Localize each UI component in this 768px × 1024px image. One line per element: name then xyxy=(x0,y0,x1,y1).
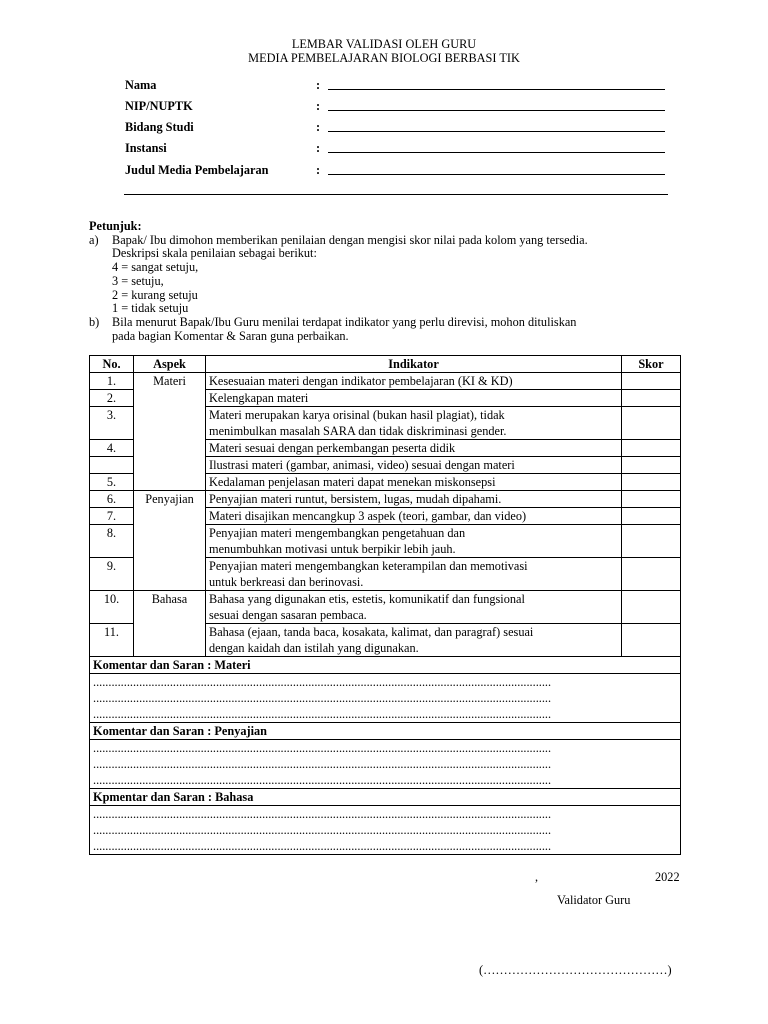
scale-intro: Deskripsi skala penilaian sebagai berikut: xyxy=(112,246,317,261)
score-cell[interactable] xyxy=(622,373,681,390)
identity-colon: : xyxy=(316,163,321,177)
scale-item: 1 = tidak setuju xyxy=(112,301,189,316)
aspect-penyajian: Penyajian xyxy=(134,491,206,591)
instruction-text: Bila menurut Bapak/Ibu Guru menilai terdapat indikator yang perlu direvisi, mohon dituliskan xyxy=(112,314,577,329)
fill-line[interactable] xyxy=(328,174,665,175)
dot-line: ..................................................................................................................................................... xyxy=(93,823,552,837)
dot-line: ..................................................................................................................................................... xyxy=(93,839,552,853)
indicator-text: Kesesuaian materi dengan indikator pembelajaran (KI & KD) xyxy=(206,373,622,390)
instructions xyxy=(89,220,689,343)
score-cell[interactable] xyxy=(622,390,681,407)
scale-item: 2 = kurang setuju xyxy=(112,287,198,302)
fill-line[interactable] xyxy=(328,110,665,111)
dot-line: ..................................................................................................................................................... xyxy=(93,757,552,771)
row-number: 10. xyxy=(90,591,134,624)
header-no: No. xyxy=(90,356,134,373)
score-cell[interactable] xyxy=(622,407,681,440)
fill-line[interactable] xyxy=(328,89,665,90)
indicator-text: Ilustrasi materi (gambar, animasi, video) sesuai dengan materi xyxy=(206,457,622,474)
instruction-marker: a) xyxy=(89,232,99,247)
dot-line: ..................................................................................................................................................... xyxy=(93,773,552,787)
title-line-2: MEDIA PEMBELAJARAN BIOLOGI BERBASI TIK xyxy=(248,51,520,65)
table-header-row xyxy=(90,356,681,373)
table-row xyxy=(90,591,681,624)
row-number xyxy=(90,457,134,474)
indicator-text: Materi merupakan karya orisinal (bukan hasil plagiat), tidak menimbulkan masalah SARA dan tidak diskriminasi gender. xyxy=(206,407,622,440)
fill-line-continuation[interactable] xyxy=(124,194,668,195)
signature-line[interactable]: (………………………………………) xyxy=(479,963,672,977)
row-number: 4. xyxy=(90,440,134,457)
date-comma: , xyxy=(535,870,539,884)
row-number: 9. xyxy=(90,558,134,591)
comment-header-penyajian xyxy=(90,723,681,740)
score-cell[interactable] xyxy=(622,474,681,491)
score-cell[interactable] xyxy=(622,525,681,558)
comment-title: Kpmentar dan Saran : Bahasa xyxy=(90,789,681,806)
dot-line: ..................................................................................................................................................... xyxy=(93,691,552,705)
row-number: 5. xyxy=(90,474,134,491)
score-cell[interactable] xyxy=(622,591,681,624)
comment-lines[interactable] xyxy=(90,740,681,789)
indicator-text: Penyajian materi mengembangkan keterampilan dan memotivasi untuk berkreasi dan berinovasi. xyxy=(206,558,622,591)
fill-line[interactable] xyxy=(328,152,665,153)
row-number: 1. xyxy=(90,373,134,390)
identity-label: Judul Media Pembelajaran xyxy=(125,163,269,177)
identity-label: Bidang Studi xyxy=(125,120,194,134)
validation-table xyxy=(89,355,681,855)
header-skor: Skor xyxy=(622,356,681,373)
identity-label: Nama xyxy=(125,78,157,92)
scale-item: 4 = sangat setuju, xyxy=(112,260,199,275)
identity-colon: : xyxy=(316,141,321,155)
validator-label: Validator Guru xyxy=(557,893,631,907)
header-aspek: Aspek xyxy=(134,356,206,373)
aspect-materi: Materi xyxy=(134,373,206,491)
comment-area-materi[interactable] xyxy=(90,674,681,723)
dot-line: ..................................................................................................................................................... xyxy=(93,741,552,755)
row-number: 7. xyxy=(90,508,134,525)
comment-area-penyajian[interactable] xyxy=(90,740,681,789)
indicator-text: Bahasa (ejaan, tanda baca, kosakata, kalimat, dan paragraf) sesuai dengan kaidah dan istilah yang digunakan. xyxy=(206,624,622,657)
instruction-text: Bapak/ Ibu dimohon memberikan penilaian dengan mengisi skor nilai pada kolom yang tersedia. xyxy=(112,232,588,247)
indicator-text: Kedalaman penjelasan materi dapat menekan miskonsepsi xyxy=(206,474,622,491)
indicator-text: Materi sesuai dengan perkembangan peserta didik xyxy=(206,440,622,457)
instruction-text: pada bagian Komentar & Saran guna perbaikan. xyxy=(112,328,349,343)
score-cell[interactable] xyxy=(622,491,681,508)
fill-line[interactable] xyxy=(328,131,665,132)
score-cell[interactable] xyxy=(622,558,681,591)
identity-colon: : xyxy=(316,99,321,113)
score-cell[interactable] xyxy=(622,624,681,657)
aspect-bahasa: Bahasa xyxy=(134,591,206,657)
identity-label: NIP/NUPTK xyxy=(125,99,193,113)
identity-colon: : xyxy=(316,120,321,134)
row-number: 2. xyxy=(90,390,134,407)
comment-header-bahasa xyxy=(90,789,681,806)
row-number: 11. xyxy=(90,624,134,657)
indicator-text: Materi disajikan mencangkup 3 aspek (teori, gambar, dan video) xyxy=(206,508,622,525)
indicator-text: Penyajian materi runtut, bersistem, lugas, mudah dipahami. xyxy=(206,491,622,508)
score-cell[interactable] xyxy=(622,440,681,457)
comment-title: Komentar dan Saran : Materi xyxy=(90,657,681,674)
instruction-marker: b) xyxy=(89,314,100,329)
comment-area-bahasa[interactable] xyxy=(90,806,681,855)
dot-line: ..................................................................................................................................................... xyxy=(93,675,552,689)
header-indikator: Indikator xyxy=(206,356,622,373)
title-line-1: LEMBAR VALIDASI OLEH GURU xyxy=(291,37,477,51)
date-year: 2022 xyxy=(655,870,680,884)
identity-label: Instansi xyxy=(125,141,167,155)
scale-item: 3 = setuju, xyxy=(112,273,164,288)
instructions-heading: Petunjuk: xyxy=(89,219,142,233)
row-number: 3. xyxy=(90,407,134,440)
comment-header-materi xyxy=(90,657,681,674)
indicator-text: Bahasa yang digunakan etis, estetis, komunikatif dan fungsional sesuai dengan sasaran pembaca. xyxy=(206,591,622,624)
score-cell[interactable] xyxy=(622,457,681,474)
instruction-b xyxy=(89,316,689,330)
row-number: 8. xyxy=(90,525,134,558)
indicator-text: Penyajian materi mengembangkan pengetahuan dan menumbuhkan motivasi untuk berpikir lebih jauh. xyxy=(206,525,622,558)
table-row xyxy=(90,491,681,508)
instruction-a xyxy=(89,234,689,248)
comment-title: Komentar dan Saran : Penyajian xyxy=(90,723,681,740)
comment-lines[interactable] xyxy=(90,806,681,855)
table-row xyxy=(90,373,681,390)
row-number: 6. xyxy=(90,491,134,508)
identity-colon: : xyxy=(316,78,321,92)
dot-line: ..................................................................................................................................................... xyxy=(93,807,552,821)
indicator-text: Kelengkapan materi xyxy=(206,390,622,407)
score-cell[interactable] xyxy=(622,508,681,525)
dot-line: ..................................................................................................................................................... xyxy=(93,707,552,721)
comment-lines[interactable] xyxy=(90,674,681,723)
